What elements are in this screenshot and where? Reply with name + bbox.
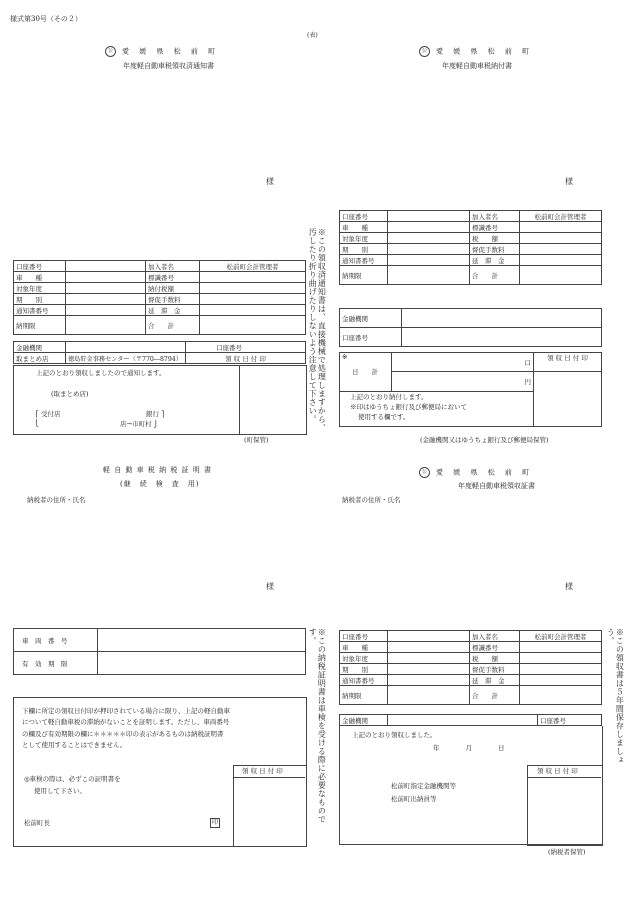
q4-rlabel: 加入者名: [470, 631, 520, 642]
q2-note: 上記のとおり納付します。 ※印はゆうちょ銀行及び郵便局において 使用する欄です。: [340, 392, 534, 427]
q2-rlabel: 税 額: [470, 233, 520, 244]
q2-bank-table: [339, 308, 602, 347]
q4-field[interactable]: [520, 664, 602, 675]
q3-seal-mark: 印: [212, 819, 219, 826]
q1-row-label: 車 種: [14, 272, 66, 283]
q2-stamp-label: 領 収 日 付 印: [534, 353, 602, 372]
q2-rlabel: 合 計: [470, 266, 520, 285]
q1-rlabel: 延 滞 金: [146, 305, 200, 316]
q3-shaban-label: 車 両 番 号: [14, 629, 98, 652]
q1-uketsuke: ⎧ 受付店: [34, 410, 61, 418]
q4-kouza-label: 口座番号: [538, 715, 602, 726]
q1-kouza-label: 口座番号: [186, 342, 306, 353]
q1-matome-label: 取まとめ店: [14, 353, 66, 364]
q3-body: 下欄に所定の領収日付印が押印されている場合に限り、上記の軽自動車 について軽自動車税の滞納がないことを証明します。ただし、車両番号 の欄及び有効期限の欄に＊＊＊＊＊印の表示があるものは納税証明書 として使用することはできません。: [22, 707, 230, 750]
q2-nichi-label: ※ 日 計: [340, 353, 392, 392]
q1-rlabel: 加入者名: [146, 261, 200, 272]
q1-rlabel: 督促手数料: [146, 294, 200, 305]
q2-row-label: 対象年度: [340, 233, 388, 244]
q4-title: 年度軽自動車税領収証書: [458, 482, 535, 490]
q3-shaban-field[interactable]: [98, 629, 306, 652]
q3-payer-addr: 納税者の住所・氏名: [27, 496, 86, 504]
q2-field[interactable]: [520, 255, 602, 266]
q4-keep: (納税者保管): [548, 848, 586, 856]
q2-bank-field[interactable]: [402, 309, 602, 328]
q2-kuchi: 口: [392, 353, 534, 372]
q1-bank-table: [13, 341, 306, 364]
q1-ginko: 銀行 ⎫: [146, 410, 166, 418]
q3-stamp-label: 領 収 日 付 印: [242, 767, 283, 775]
q1-row-label: 口座番号: [14, 261, 66, 272]
q2-field[interactable]: [388, 266, 470, 285]
q4-field[interactable]: [520, 642, 602, 653]
q1-row-label: 対象年度: [14, 283, 66, 294]
q1-keep: (町保管): [244, 436, 269, 444]
q4-row-label: 車 種: [340, 642, 388, 653]
q4-rlabel: 標識番号: [470, 642, 520, 653]
q1-bank-field[interactable]: [66, 342, 186, 353]
q4-row-label: 納期限: [340, 686, 388, 705]
q4-field[interactable]: [388, 675, 470, 686]
seal-icon: 公: [419, 46, 430, 57]
q2-kouza-field[interactable]: [402, 328, 602, 347]
q2-sama: 様: [565, 177, 573, 186]
q4-field[interactable]: [520, 653, 602, 664]
q1-row-label: 納期限: [14, 316, 66, 335]
q4-field[interactable]: [388, 664, 470, 675]
q2-keep: (金融機関又はゆうちょ銀行及び郵便局保管): [420, 436, 549, 444]
q4-field[interactable]: [388, 686, 470, 705]
q4-vertical-note: ※この領収書は５年間保存しましょう。: [606, 628, 625, 764]
q1-stamp-box[interactable]: [239, 365, 307, 435]
q3-mayor: 松前町長: [24, 819, 50, 827]
q1-field[interactable]: [200, 316, 306, 335]
q1-field[interactable]: [200, 272, 306, 283]
q4-row-label: 通知書番号: [340, 675, 388, 686]
q4-table: [339, 630, 602, 705]
front-label: (表): [307, 32, 318, 39]
q2-kouza-label: 口座番号: [340, 328, 402, 347]
q2-rlabel: 延 滞 金: [470, 255, 520, 266]
q3-sama: 様: [266, 582, 274, 591]
q1-matome-value: 徳島貯金事務センター（〒770―8794）: [66, 353, 186, 364]
q1-rlabel: 標識番号: [146, 272, 200, 283]
q4-notice: 上記のとおり領収しました。: [352, 731, 437, 739]
q4-bank-label: 金融機関: [340, 715, 388, 726]
q4-inst2: 松前町出納員等: [391, 795, 437, 803]
q2-field[interactable]: [388, 222, 470, 233]
q1-table: [13, 260, 306, 335]
q2-issuer: 公 愛 媛 県 松 前 町: [419, 46, 533, 57]
q4-row-label: 対象年度: [340, 653, 388, 664]
q4-row-label: 期 別: [340, 664, 388, 675]
q1-bank-label: 金融機関: [14, 342, 66, 353]
q1-rlabel: 納付税額: [146, 283, 200, 294]
q2-rlabel: 督促手数料: [470, 244, 520, 255]
q4-rlabel: 督促手数料: [470, 664, 520, 675]
q2-row-label: 口座番号: [340, 211, 388, 222]
q1-field[interactable]: [66, 283, 146, 294]
q2-field[interactable]: [520, 233, 602, 244]
q1-field[interactable]: [200, 305, 306, 316]
q4-stamp-divider: [527, 777, 601, 778]
q3-note2: 使用して下さい。: [34, 787, 86, 795]
q1-notice: 上記のとおり領収しましたので通知します。: [36, 369, 166, 377]
q2-bank-label: 金融機関: [340, 309, 402, 328]
q1-field[interactable]: [200, 283, 306, 294]
q4-rlabel: 延 滞 金: [470, 675, 520, 686]
q3-yuko-label: 有 効 期 限: [14, 652, 98, 675]
q1-field[interactable]: [66, 261, 146, 272]
q2-table: [339, 210, 602, 285]
q4-field[interactable]: [388, 653, 470, 664]
q2-holder: 松前町会計管理者: [520, 211, 602, 222]
q2-row-label: 車 種: [340, 222, 388, 233]
q3-stamp-divider: [233, 777, 305, 778]
q3-title: 軽 自 動 車 税 納 税 証 明 書: [103, 466, 213, 474]
q2-nichi-table: [339, 352, 602, 427]
q2-row-label: 納期限: [340, 266, 388, 285]
q4-inst1: 松前町指定金融機関等: [391, 782, 456, 790]
q3-vertical-note: ※この納税証明書は車検を受ける際に必要なものです。: [308, 628, 327, 824]
q1-field[interactable]: [66, 294, 146, 305]
q4-bank-table: [339, 714, 602, 726]
q3-yuko-field[interactable]: [98, 652, 306, 675]
q1-issuer: 公 愛 媛 県 松 前 町: [105, 46, 219, 57]
q2-field[interactable]: [388, 233, 470, 244]
q2-title: 年度軽自動車税納付書: [442, 62, 512, 70]
seal-icon: 公: [419, 467, 430, 478]
q1-stamp-label: 領 収 日 付 印: [186, 353, 306, 364]
q4-issuer: 公 愛 媛 県 松 前 町: [419, 467, 533, 478]
q4-holder: 松前町会計管理者: [520, 631, 602, 642]
seal-icon: 公: [105, 46, 116, 57]
q4-field[interactable]: [520, 686, 602, 705]
q1-sama: 様: [266, 177, 274, 186]
q2-field[interactable]: [388, 211, 470, 222]
q4-field[interactable]: [388, 631, 470, 642]
q4-bank-field[interactable]: [388, 715, 538, 726]
q4-stamp-label: 領 収 日 付 印: [537, 767, 578, 775]
q3-subtitle: (継 続 検 査 用): [120, 480, 200, 488]
q4-rlabel: 税 額: [470, 653, 520, 664]
q4-rlabel: 合 計: [470, 686, 520, 705]
q1-holder: 松前町会計管理者: [200, 261, 306, 272]
q2-field[interactable]: [520, 266, 602, 285]
q1-title: 年度軽自動車税領収済通知書: [123, 62, 214, 70]
q2-rlabel: 標識番号: [470, 222, 520, 233]
q2-en: 円: [392, 372, 534, 392]
q1-field[interactable]: [66, 272, 146, 283]
q3-note1: ◎車検の際は、必ずこの証明書を: [24, 775, 121, 783]
q2-field[interactable]: [520, 222, 602, 233]
q4-row-label: 口座番号: [340, 631, 388, 642]
q2-row-label: 期 別: [340, 244, 388, 255]
q1-row-label: 期 別: [14, 294, 66, 305]
q1-ten: 店→市町村 ⎭: [120, 420, 159, 428]
q3-vehicle-table: [13, 628, 306, 675]
q2-row-label: 通知書番号: [340, 255, 388, 266]
form-number: 様式第30号（その２）: [10, 15, 82, 23]
q4-payer-addr: 納税者の住所・氏名: [342, 496, 401, 504]
q2-rlabel: 加入者名: [470, 211, 520, 222]
q2-field[interactable]: [388, 255, 470, 266]
q2-field[interactable]: [388, 244, 470, 255]
q4-field[interactable]: [520, 675, 602, 686]
q1-field[interactable]: [200, 294, 306, 305]
q4-field[interactable]: [388, 642, 470, 653]
q2-field[interactable]: [520, 244, 602, 255]
q4-date: 年 月 日: [433, 744, 505, 752]
q1-vertical-note: ※この領収済通知書は、直接機械で処理しますから、汚したり折り曲げたりしないよう注意して下さい。: [308, 228, 327, 432]
q1-brace: ⎩: [34, 419, 39, 427]
q1-matome-sub: (取まとめ店): [51, 390, 89, 398]
q2-stamp-box[interactable]: [534, 372, 602, 427]
q1-rlabel: 合 計: [146, 316, 200, 335]
q4-sama: 様: [565, 582, 573, 591]
q1-field[interactable]: [66, 316, 146, 335]
q1-row-label: 通知書番号: [14, 305, 66, 316]
q1-field[interactable]: [66, 305, 146, 316]
